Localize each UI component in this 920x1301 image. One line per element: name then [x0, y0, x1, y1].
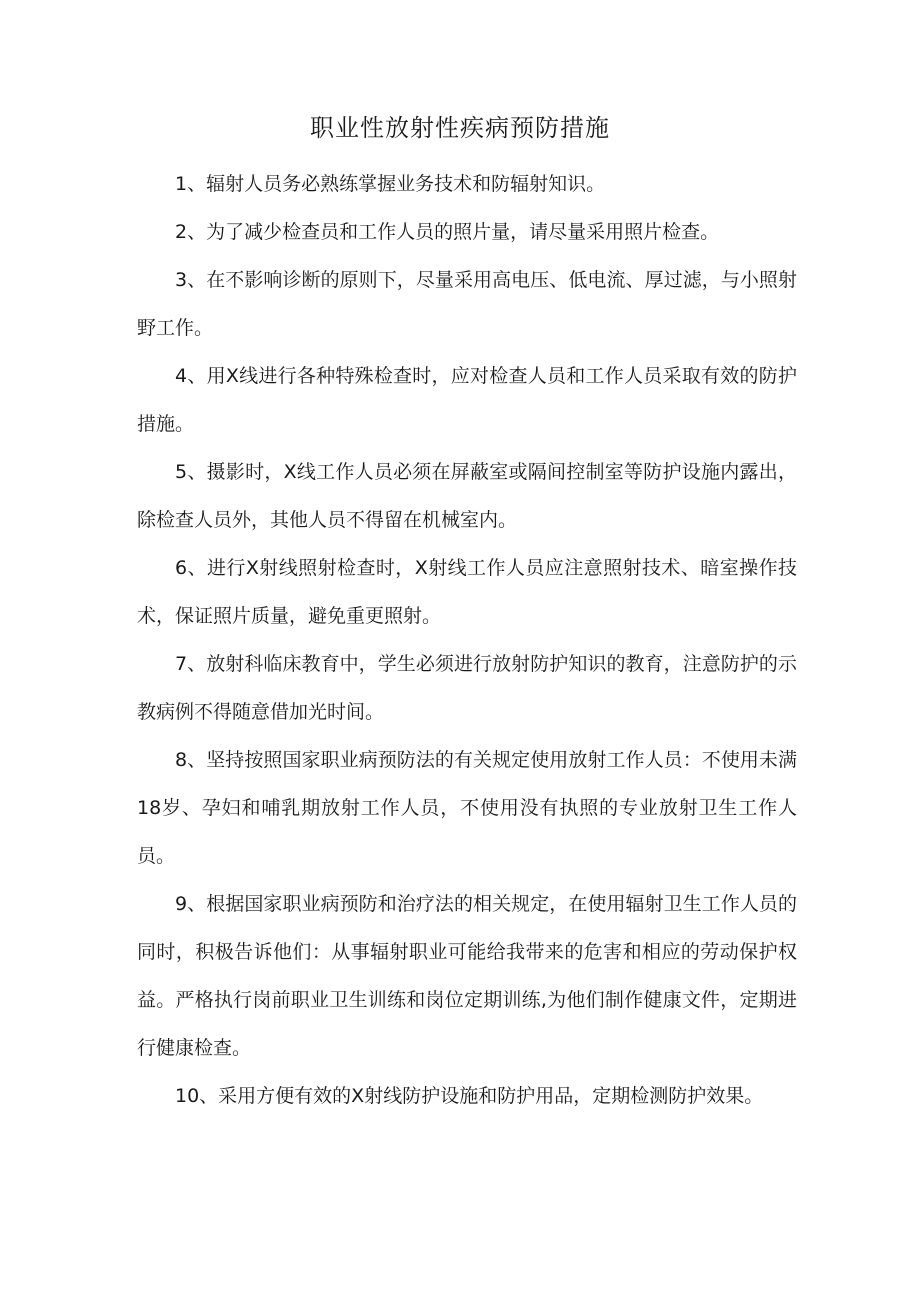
document-title: 职业性放射性疾病预防措施 [310, 114, 610, 142]
paragraph-4: 4、用X线进行各种特殊检查时，应对检查人员和工作人员采取有效的防护措施。 [137, 365, 797, 435]
paragraph-9: 9、根据国家职业病预防和治疗法的相关规定，在使用辐射卫生工作人员的同时，积极告诉他们：从事辐射职业可能给我带来的危害和相应的劳动保护权益。严格执行岗前职业卫生训练和岗位定期训练,为他们制作健康文件，定期进行健康检查。 [137, 893, 797, 1059]
paragraph-10: 10、采用方便有效的X射线防护设施和防护用品，定期检测防护效果。 [175, 1085, 764, 1107]
paragraph-5: 5、摄影时，X线工作人员必须在屏蔽室或隔间控制室等防护设施内露出，除检查人员外，其他人员不得留在机械室内。 [137, 461, 797, 531]
paragraph-8: 8、坚持按照国家职业病预防法的有关规定使用放射工作人员：不使用未满18岁、孕妇和哺乳期放射工作人员，不使用没有执照的专业放射卫生工作人员。 [137, 749, 797, 867]
document-body [137, 160, 797, 1120]
paragraph-2: 2、为了减少检查员和工作人员的照片量，请尽量采用照片检查。 [175, 221, 720, 243]
paragraph-7: 7、放射科临床教育中，学生必须进行放射防护知识的教育，注意防护的示教病例不得随意借加光时间。 [137, 653, 797, 723]
paragraph-3: 3、在不影响诊断的原则下，尽量采用高电压、低电流、厚过滤，与小照射野工作。 [137, 269, 797, 339]
paragraph-1: 1、辐射人员务必熟练掌握业务技术和防辐射知识。 [175, 173, 606, 195]
paragraph-6: 6、进行X射线照射检查时，X射线工作人员应注意照射技术、暗室操作技术，保证照片质量，避免重更照射。 [137, 557, 797, 627]
